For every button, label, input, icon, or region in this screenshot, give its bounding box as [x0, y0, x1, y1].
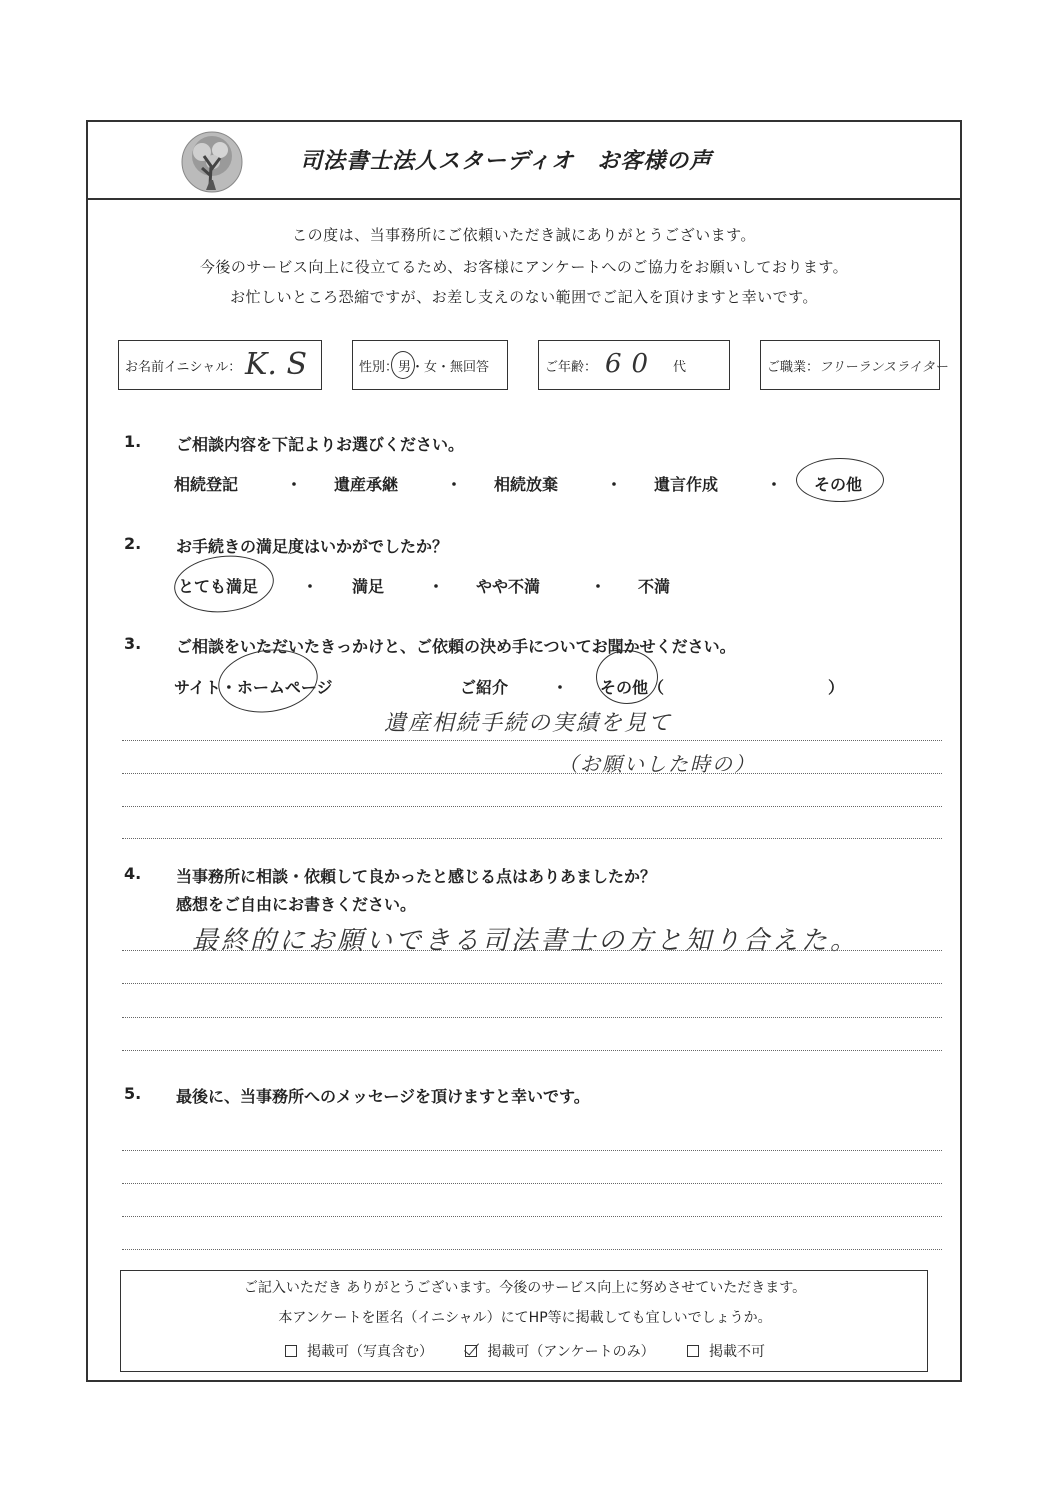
q4-text-2: 感想をご自由にお書きください。	[176, 895, 417, 914]
q4-number: 4.	[124, 864, 142, 883]
age-value: 60	[605, 349, 659, 379]
age-suffix: 代	[673, 360, 687, 375]
form-header	[88, 122, 960, 200]
checkbox-unchecked[interactable]	[285, 1345, 297, 1357]
answer-line[interactable]	[122, 838, 942, 839]
q1-number: 1.	[124, 432, 142, 451]
answer-line[interactable]	[122, 740, 942, 741]
checkbox-checked[interactable]	[465, 1345, 477, 1357]
answer-line[interactable]	[122, 1050, 942, 1051]
consent-option-label: 掲載可（写真含む）	[306, 1344, 433, 1360]
gender-selected-mark	[391, 351, 415, 379]
q3-separator: ・	[552, 678, 569, 697]
form-title: 司法書士法人スターディオ お客様の声	[300, 149, 713, 174]
gender-box[interactable]	[352, 340, 508, 390]
intro-line-2: 今後のサービス向上に役立てるため、お客様にアンケートへのご協力をお願いしております。	[199, 258, 849, 276]
q3-text: ご相談をいただいたきっかけと、ご依頼の決め手についてお聞かせください。	[176, 637, 736, 656]
answer-line[interactable]	[122, 950, 942, 951]
q1-option-sonota[interactable]: その他	[814, 475, 863, 494]
q3-option-close-paren: ）	[828, 678, 845, 697]
q1-text: ご相談内容を下記よりお選びください。	[176, 435, 465, 454]
q2-option-manzoku[interactable]: 満足	[352, 577, 385, 596]
q4-handwritten-answer: 最終的にお願いできる司法書士の方と知り合えた。	[192, 926, 860, 956]
q2-option-totemo-manzoku[interactable]: とても満足	[178, 577, 259, 596]
answer-line[interactable]	[122, 1183, 942, 1184]
consent-option-survey-only[interactable]	[465, 1341, 654, 1361]
initials-label: お名前イニシャル：	[125, 360, 242, 375]
q1-separator: ・	[606, 475, 623, 494]
q3-option-sonota[interactable]: その他（	[600, 678, 665, 697]
q2-separator: ・	[590, 577, 607, 596]
q3-option-site-homepage[interactable]: サイト・ホームページ	[174, 678, 333, 697]
consent-option-not-allowed[interactable]	[687, 1341, 765, 1361]
thanks-text: ご記入いただき ありがとうございます。今後のサービス向上に努めさせていただきます。	[243, 1280, 807, 1296]
q1-option-isan-shoukei[interactable]: 遺産承継	[334, 475, 399, 494]
q2-text: お手続きの満足度はいかがでしたか？	[176, 537, 449, 556]
initials-box[interactable]	[118, 340, 322, 390]
q3-option-goshoukai[interactable]: ご紹介	[460, 678, 509, 697]
age-box[interactable]	[538, 340, 730, 390]
answer-line[interactable]	[122, 1249, 942, 1250]
q2-selected-mark	[171, 551, 276, 617]
consent-options	[121, 1341, 929, 1361]
age-label: ご年齢：	[545, 360, 598, 375]
consent-option-label: 掲載可（アンケートのみ）	[487, 1344, 655, 1360]
q1-option-souzoku-touki[interactable]: 相続登記	[174, 475, 239, 494]
consent-question: 本アンケートを匿名（イニシャル）にてHP等に掲載しても宜しいでしょうか。	[278, 1310, 772, 1326]
q1-separator: ・	[766, 475, 783, 494]
q1-separator: ・	[286, 475, 303, 494]
q3-handwritten-answer-1: 遺産相続手続の実績を見て	[384, 711, 673, 736]
job-label: ご職業：	[767, 360, 820, 375]
tree-logo-icon	[180, 130, 244, 194]
q1-selected-mark	[796, 458, 884, 502]
answer-line[interactable]	[122, 1216, 942, 1217]
q2-number: 2.	[124, 534, 142, 553]
q3-handwritten-answer-2: （お願いした時の）	[558, 752, 756, 776]
q2-separator: ・	[428, 577, 445, 596]
consent-box	[120, 1270, 928, 1372]
survey-form	[86, 120, 962, 1382]
q5-text: 最後に、当事務所へのメッセージを頂けますと幸いです。	[176, 1087, 590, 1106]
answer-line[interactable]	[122, 983, 942, 984]
answer-line[interactable]	[122, 773, 942, 774]
intro-line-3: お忙しいところ恐縮ですが、お差し支えのない範囲でご記入を頂けますと幸いです。	[230, 288, 818, 306]
initials-value: K. S	[245, 347, 308, 382]
q1-option-yuigon-sakusei[interactable]: 遺言作成	[654, 475, 719, 494]
q2-option-fuman[interactable]: 不満	[638, 577, 671, 596]
q5-number: 5.	[124, 1084, 142, 1103]
checkbox-unchecked[interactable]	[687, 1345, 699, 1357]
consent-option-with-photo[interactable]	[285, 1341, 433, 1361]
answer-line[interactable]	[122, 1150, 942, 1151]
job-value: フリーランスライター	[819, 360, 948, 375]
job-box[interactable]	[760, 340, 948, 390]
q2-separator: ・	[302, 577, 319, 596]
q1-separator: ・	[446, 475, 463, 494]
q4-text-1: 当事務所に相談・依頼して良かったと感じる点はありあましたか？	[176, 867, 657, 886]
q1-option-souzoku-houki[interactable]: 相続放棄	[494, 475, 559, 494]
consent-option-label: 掲載不可	[709, 1344, 766, 1360]
q2-option-yaya-fuman[interactable]: やや不満	[476, 577, 541, 596]
gender-label: 性別：男・女・無回答	[359, 360, 490, 375]
answer-line[interactable]	[122, 1017, 942, 1018]
q3-selected-mark-sonota	[596, 650, 658, 704]
intro-line-1: この度は、当事務所にご依頼いただき誠にありがとうございます。	[292, 226, 756, 244]
q3-number: 3.	[124, 634, 142, 653]
answer-line[interactable]	[122, 806, 942, 807]
